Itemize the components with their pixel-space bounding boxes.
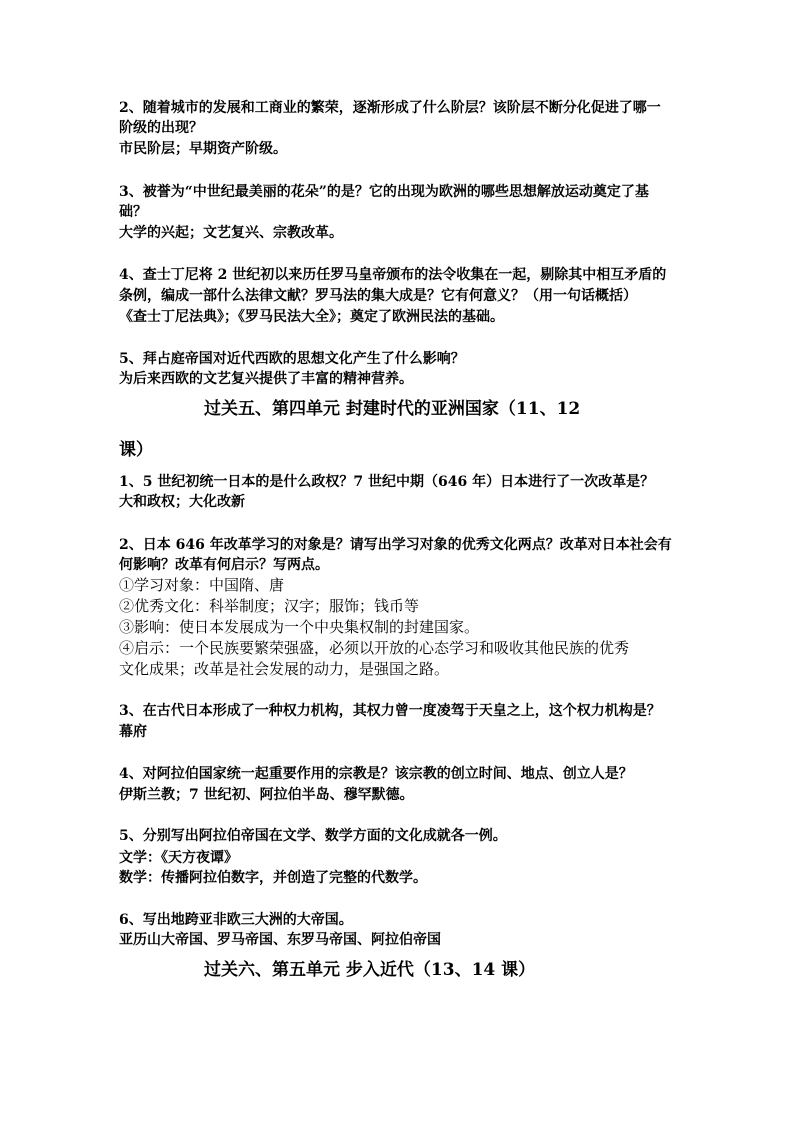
question-5: 5、拜占庭帝国对近代西欧的思想文化产生了什么影响？	[119, 351, 465, 367]
s5-answer-5-math: 数学：传播阿拉伯数字，并创造了完整的代数学。	[119, 870, 427, 886]
s5-question-3: 3、在古代日本形成了一种权力机构，其权力曾一度凌驾于天皇之上，这个权力机构是？	[119, 703, 661, 719]
s5-answer-2-item-1: ①学习对象：中国隋、唐	[119, 576, 285, 594]
question-3-line-1: 3、被誉为“中世纪最美丽的花朵”的是？它的出现为欧洲的哪些思想解放运动奠定了基	[119, 184, 649, 200]
s5-answer-4: 伊斯兰教；7 世纪初、阿拉伯半岛、穆罕默德。	[119, 787, 414, 803]
section-heading-5-line-2: 课）	[119, 440, 153, 460]
s5-question-5: 5、分别写出阿拉伯帝国在文学、数学方面的文化成就各一例。	[119, 828, 507, 844]
answer-2: 市民阶层；早期资产阶级。	[119, 141, 287, 157]
question-4-line-2: 条例，编成一部什么法律文献？罗马法的集大成是？它有何意义？（用一句话概括）	[119, 288, 637, 304]
s5-answer-6: 亚历山大帝国、罗马帝国、东罗马帝国、阿拉伯帝国	[119, 932, 441, 948]
question-4-line-1: 4、查士丁尼将 2 世纪初以来历任罗马皇帝颁布的法令收集在一起，剔除其中相互矛盾的	[119, 267, 667, 283]
section-heading-6: 过关六、第五单元 步入近代（13、14 课）	[204, 960, 536, 980]
s5-answer-3: 幕府	[119, 724, 147, 740]
question-2-line-1: 2、随着城市的发展和工商业的繁荣，逐渐形成了什么阶层？该阶层不断分化促进了哪一	[119, 100, 661, 116]
s5-answer-2-item-4-line-1: ④启示：一个民族要繁荣强盛，必须以开放的心态学习和吸收其他民族的优秀	[119, 639, 630, 657]
answer-3: 大学的兴起；文艺复兴、宗教改革。	[119, 225, 343, 241]
s5-answer-2-item-3: ③影响：使日本发展成为一个中央集权制的封建国家。	[119, 618, 480, 636]
s5-question-4: 4、对阿拉伯国家统一起重要作用的宗教是？该宗教的创立时间、地点、创立人是？	[119, 766, 633, 782]
s5-answer-2-item-4-line-2: 文化成果；改革是社会发展的动力，是强国之路。	[119, 660, 450, 678]
answer-4: 《查士丁尼法典》；《罗马民法大全》；奠定了欧洲民法的基础。	[119, 309, 504, 325]
s5-question-2-line-1: 2、日本 646 年改革学习的对象是？请写出学习对象的优秀文化两点？改革对日本社会有	[119, 537, 672, 553]
s5-answer-1: 大和政权；大化改新	[119, 494, 245, 510]
answer-5: 为后来西欧的文艺复兴提供了丰富的精神营养。	[119, 371, 413, 387]
s5-answer-2-item-2: ②优秀文化：科举制度；汉字；服饰；钱币等	[119, 597, 420, 615]
question-2-line-2: 阶级的出现？	[119, 120, 203, 136]
s5-answer-5-literature: 文学：《天方夜谭》	[119, 850, 238, 866]
s5-question-1: 1、5 世纪初统一日本的是什么政权？7 世纪中期（646 年）日本进行了一次改革是？	[119, 474, 655, 490]
question-3-line-2: 础？	[119, 204, 147, 220]
s5-question-6: 6、写出地跨亚非欧三大洲的大帝国。	[119, 912, 353, 928]
section-heading-5-line-1: 过关五、第四单元 封建时代的亚洲国家（11、12	[204, 399, 581, 419]
s5-question-2-line-2: 何影响？改革有何启示？写两点。	[119, 557, 329, 573]
